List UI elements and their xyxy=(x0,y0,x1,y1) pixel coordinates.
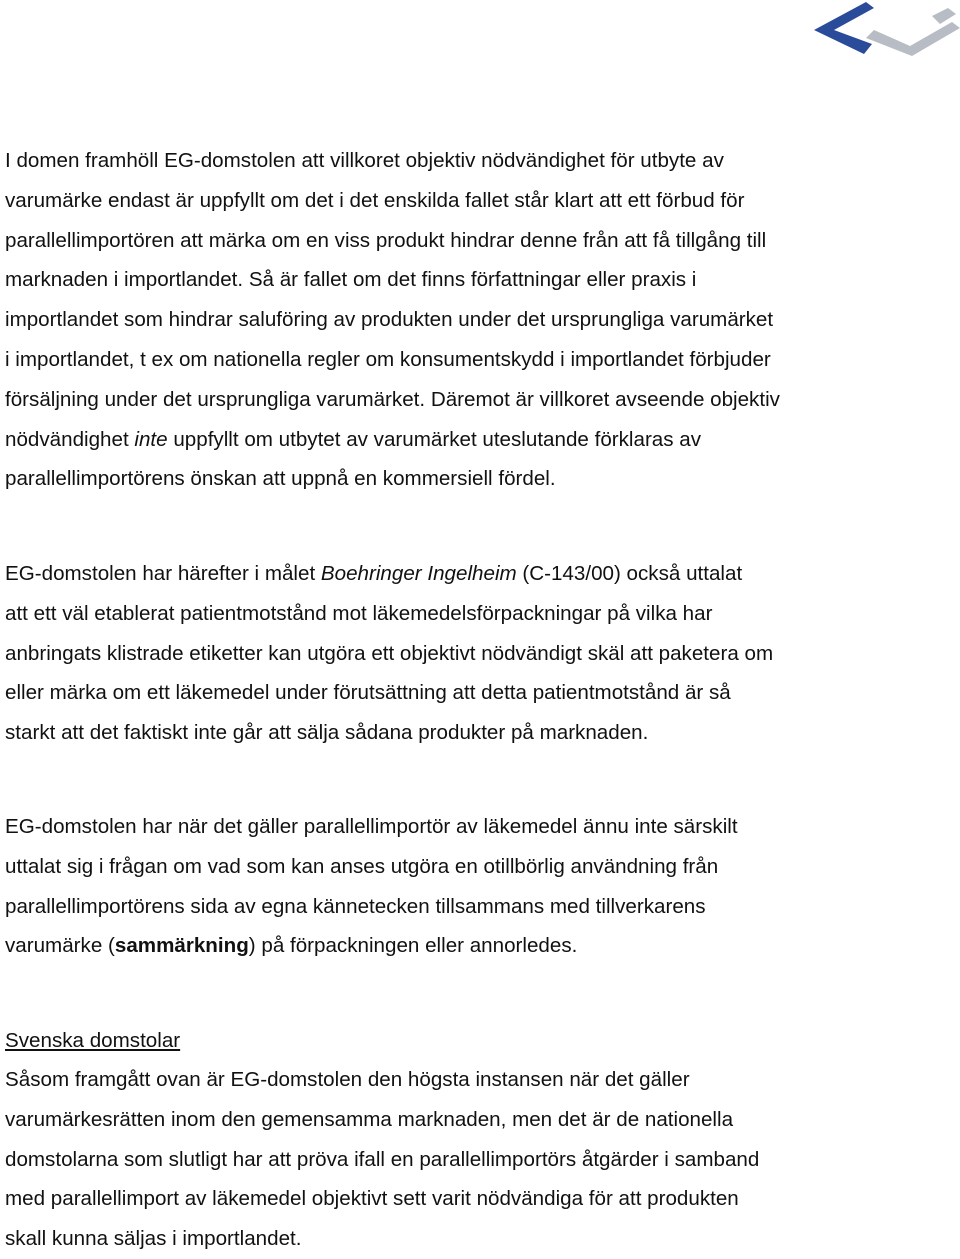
text-segment: varumärke ( xyxy=(5,934,115,958)
text-line xyxy=(5,420,780,460)
text-segment: (C-143/00) också uttalat xyxy=(516,562,743,585)
company-logo-icon xyxy=(812,0,960,60)
text-line: varumärke endast är uppfyllt om det i det enskilda fallet står klart att ett förbud för xyxy=(5,188,745,212)
text-line: parallellimportörens sida av egna kännetecken tillsammans med tillverkarens xyxy=(5,894,706,918)
paragraph-2 xyxy=(5,554,773,753)
bold-term: sammärkning xyxy=(114,934,249,958)
text-line: anbringats klistrade etiketter kan utgöra ett objektivt nödvändigt skäl att paketera om xyxy=(5,641,774,665)
text-line: importlandet som hindrar saluföring av produkten under det ursprungliga varumärket xyxy=(5,308,774,332)
paragraph-4 xyxy=(5,1060,759,1259)
text-line xyxy=(5,554,773,594)
text-line: EG-domstolen har när det gäller parallellimportör av läkemedel ännu inte särskilt xyxy=(5,815,738,838)
text-line: domstolarna som slutligt har att pröva ifall en parallellimportörs åtgärder i samband xyxy=(5,1147,760,1171)
case-name: Boehringer Ingelheim xyxy=(320,562,517,585)
logo-gray-stroke xyxy=(866,22,960,56)
italic-text: inte xyxy=(134,427,168,451)
logo-gray-accent xyxy=(932,8,956,24)
text-line: parallellimportörens önskan att uppnå en kommersiell fördel. xyxy=(5,467,556,491)
text-segment: nödvändighet xyxy=(5,427,135,451)
paragraph-3 xyxy=(5,807,738,966)
text-line: Såsom framgått ovan är EG-domstolen den högsta instansen när det gäller xyxy=(5,1068,690,1091)
text-line xyxy=(5,926,738,966)
text-line: varumärkesrätten inom den gemensamma marknaden, men det är de nationella xyxy=(5,1107,734,1131)
paragraph-1 xyxy=(5,141,780,499)
logo-blue-stroke xyxy=(814,2,874,54)
text-line: eller märka om ett läkemedel under förutsättning att detta patientmotstånd är så xyxy=(5,681,731,705)
text-line: skall kunna säljas i importlandet. xyxy=(5,1227,302,1251)
text-line: uttalat sig i frågan om vad som kan anses utgöra en otillbörlig användning från xyxy=(5,854,719,878)
text-line: I domen framhöll EG-domstolen att villkoret objektiv nödvändighet för utbyte av xyxy=(5,149,724,172)
text-line: parallellimportören att märka om en viss produkt hindrar denne från att få tillgång till xyxy=(5,228,767,252)
text-line: med parallellimport av läkemedel objektivt sett varit nödvändiga för att produkten xyxy=(5,1187,739,1211)
text-line: marknaden i importlandet. Så är fallet om det finns författningar eller praxis i xyxy=(5,268,697,292)
text-line: i importlandet, t ex om nationella regler om konsumentskydd i importlandet förbjuder xyxy=(5,347,771,371)
text-line: att ett väl etablerat patientmotstånd mot läkemedelsförpackningar på vilka har xyxy=(5,601,713,625)
text-line: försäljning under det ursprungliga varumärket. Däremot är villkoret avseende objektiv xyxy=(5,387,780,411)
text-line: starkt att det faktiskt inte går att sälja sådana produkter på marknaden. xyxy=(5,721,649,745)
text-segment: uppfyllt om utbytet av varumärket uteslutande förklaras av xyxy=(167,427,702,451)
text-segment: EG-domstolen har härefter i målet xyxy=(5,562,321,585)
text-segment: ) på förpackningen eller annorledes. xyxy=(248,934,578,958)
section-heading: Svenska domstolar xyxy=(5,1029,181,1052)
